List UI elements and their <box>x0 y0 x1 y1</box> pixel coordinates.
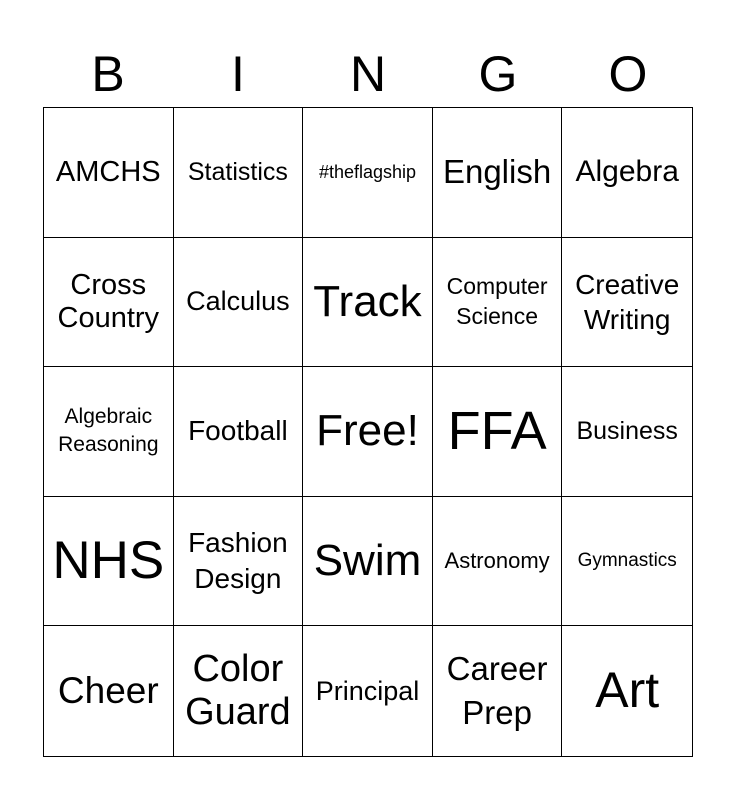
bingo-cell[interactable] <box>562 238 692 368</box>
header-letter-g: G <box>478 46 518 102</box>
cell-label: AMCHS <box>55 155 161 188</box>
header-letter-i: I <box>231 46 245 102</box>
bingo-cell[interactable] <box>433 108 563 238</box>
cell-label: Computer Science <box>446 273 548 329</box>
cell-label: Creative Writing <box>575 268 680 335</box>
cell-label: English <box>442 153 552 191</box>
bingo-cell[interactable] <box>174 108 304 238</box>
cell-label: Free! <box>316 406 419 456</box>
cell-label: NHS <box>52 530 165 590</box>
bingo-cell[interactable] <box>174 626 304 756</box>
bingo-cell[interactable] <box>562 497 692 627</box>
cell-label: Cheer <box>57 669 159 711</box>
cell-label: Statistics <box>187 157 288 186</box>
cell-label: Career Prep <box>446 649 548 732</box>
cell-label: Swim <box>313 535 422 585</box>
bingo-cell[interactable] <box>303 238 433 368</box>
bingo-cell[interactable] <box>562 367 692 497</box>
bingo-cell[interactable] <box>44 108 174 238</box>
header-letter-n: N <box>349 46 387 102</box>
bingo-cell[interactable] <box>174 367 304 497</box>
bingo-cell[interactable] <box>303 626 433 756</box>
bingo-cell[interactable] <box>433 497 563 627</box>
bingo-cell[interactable] <box>44 626 174 756</box>
bingo-cell[interactable] <box>562 108 692 238</box>
bingo-cell[interactable] <box>174 497 304 627</box>
cell-label: FFA <box>447 401 547 462</box>
cell-label: Track <box>313 276 422 326</box>
bingo-cell[interactable] <box>44 238 174 368</box>
bingo-cell[interactable] <box>303 497 433 627</box>
cell-label: #theflagship <box>318 161 417 182</box>
cell-label: Algebraic Reasoning <box>58 405 159 457</box>
bingo-cell[interactable] <box>44 367 174 497</box>
cell-label: Calculus <box>186 286 290 317</box>
cell-label: Principal <box>315 675 420 706</box>
bingo-cell[interactable] <box>433 367 563 497</box>
cell-label: Cross Country <box>57 268 160 334</box>
free-space[interactable] <box>303 367 433 497</box>
cell-label: Gymnastics <box>577 550 677 572</box>
cell-label: Astronomy <box>444 548 550 574</box>
header-letter-o: O <box>608 46 648 102</box>
bingo-header <box>43 40 693 108</box>
cell-label: Art <box>595 662 660 719</box>
bingo-cell[interactable] <box>44 497 174 627</box>
cell-label: Fashion Design <box>188 526 288 595</box>
cell-label: Color Guard <box>185 647 291 734</box>
bingo-cell[interactable] <box>433 238 563 368</box>
cell-label: Football <box>188 415 288 447</box>
bingo-cell[interactable] <box>562 626 692 756</box>
bingo-cell[interactable] <box>303 108 433 238</box>
bingo-board <box>43 107 693 757</box>
header-letter-b: B <box>91 46 125 102</box>
cell-label: Algebra <box>575 155 679 189</box>
bingo-cell[interactable] <box>433 626 563 756</box>
bingo-cell[interactable] <box>174 238 304 368</box>
cell-label: Business <box>576 417 678 446</box>
